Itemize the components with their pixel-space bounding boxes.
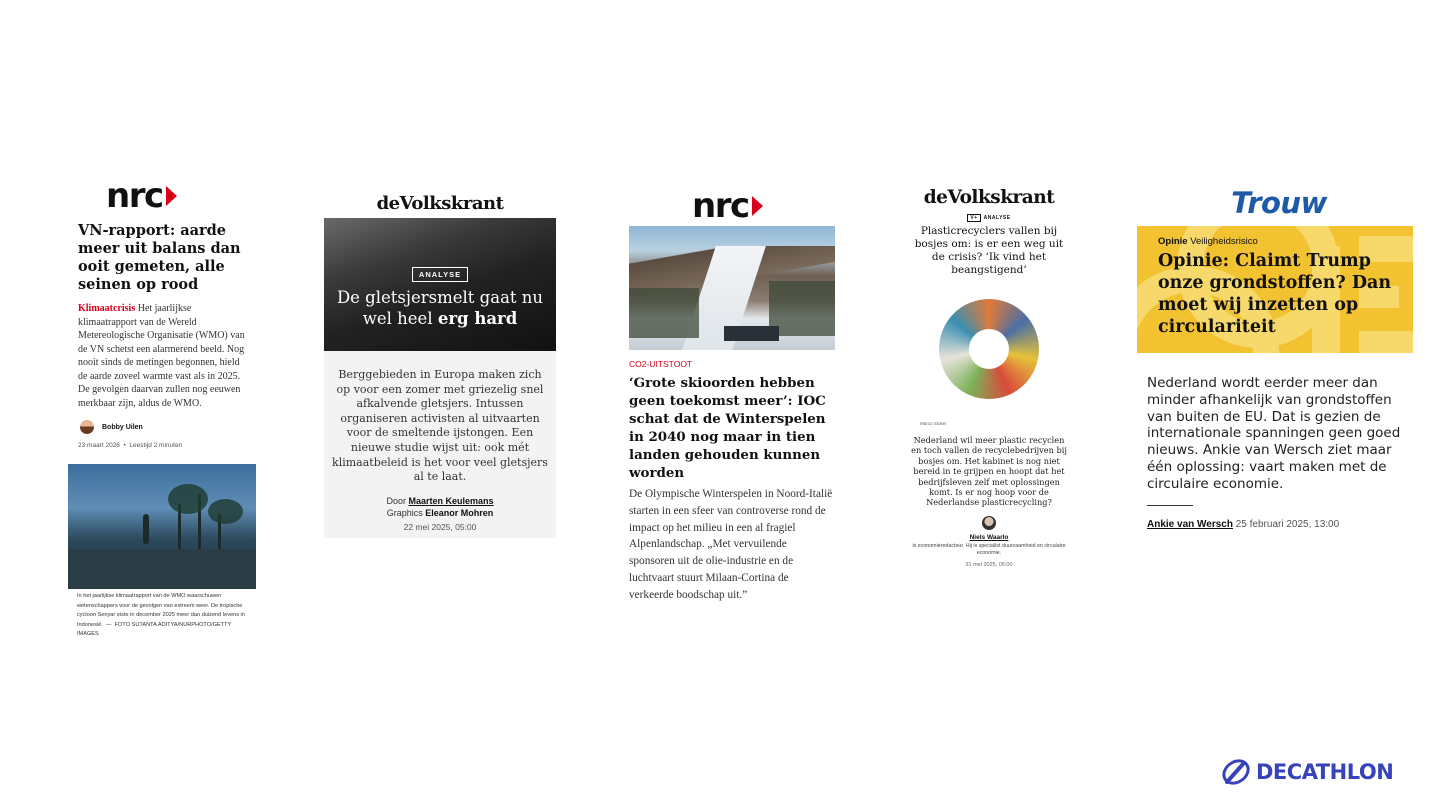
analyse-badge: ANALYSE — [412, 267, 468, 282]
article-headline[interactable]: Plasticrecyclers vallen bij bosjes om: is er een weg uit de crisis? ‘Ik vind het beangstigend’ — [914, 225, 1064, 276]
by-label: Door — [386, 495, 406, 506]
article-meta: 23 maart 2026 • Leestijd 2 minuten — [78, 442, 183, 449]
decathlon-swoosh-icon — [1221, 758, 1251, 786]
article-intro-text: Het jaarlijkse klimaatrapport van de Wereld Metereologische Organisatie (WMO) van de VN schetst een alarmerend beeld. Nog nooit sinds de metingen begonnen, hield de aarde zoveel warmte vast als in 2025. De gevolgen daarvan zullen nog eeuwen merkbaar zijn, aldus de WMO. — [78, 303, 245, 409]
trouw-logo: Trouw — [1231, 186, 1327, 220]
article-hero[interactable] — [1137, 226, 1413, 353]
volkskrant-logo: deVolkskrant — [324, 190, 556, 218]
article-date: 23 maart 2026 — [78, 442, 120, 449]
article-headline[interactable]: Opinie: Claimt Trump onze grondstoffen? Dan moet wij inzetten op circulariteit — [1158, 251, 1392, 337]
article-intro: Nederland wil meer plastic recyclen en toch vallen de recyclebedrijven bij bosjes om. Het kabinet is nog niet bereid in te grijpen en hoopt dat het bedrijfsleven zelf met oplossingen komt. Is er nog hoop voor de Nederlandse plasticrecycling? — [911, 435, 1067, 508]
image-credit: Marco Stoker — [920, 421, 947, 426]
nrc-logo: nrc — [106, 176, 177, 216]
author-link[interactable]: Maarten Keulemans — [408, 495, 494, 506]
graphics-label: Graphics — [386, 508, 423, 519]
avatar — [80, 420, 94, 434]
article-meta — [1147, 519, 1413, 530]
article-headline[interactable] — [324, 287, 556, 329]
author-name: Bobby Uilen — [102, 423, 143, 431]
article-intro: De Olympische Winterspelen in Noord-Italië starten in een sfeer van controverse rond de impact op het milieu in een al fragiel Alpenlandschap. „Met vervuilende sponsoren uit de olie-industrie en de luchtvaart stuurt Milaan-Cortina de verkeerde boodschap uit.” — [629, 488, 833, 601]
article-intro: Berggebieden in Europa maken zich op voor een zomer met griezelig snel afkalvende gletsjers. Intussen organiseren activisten al uitvaarten voor de smeltende ijstongen. Een nieuwe studie wijst uit: ook mét klimaatbeleid is het voor veel gletsjers al te laat. — [332, 368, 548, 484]
vplus-icon: V+ — [967, 214, 980, 222]
photo-credit: FOTO SUTANTA ADITYA/NURPHOTO/GETTY IMAGES — [77, 621, 232, 637]
article-intro: Nederland wordt eerder meer dan minder afhankelijk van grondstoffen van buiten de EU. Dat is gezien de internationale spanningen geen goed nieuws. Ankie van Wersch ziet maar één oplossing: vaart maken met de circulaire economie. — [1147, 375, 1401, 492]
article-headline[interactable]: ‘Grote skioorden hebben geen toekomst meer’: IOC schat dat de Winterspelen in 2040 nog maar in tien landen gehouden kunnen worden — [629, 375, 826, 481]
nrc-article-card-2[interactable] — [629, 186, 835, 604]
author-link[interactable]: Niels Waarlo — [969, 533, 1009, 541]
decathlon-logo — [1221, 758, 1393, 786]
article-kicker: CO2-UITSTOOT — [629, 359, 693, 369]
nrc-chevron-icon — [752, 196, 763, 216]
article-date: 22 mei 2025, 05:00 — [403, 521, 477, 532]
article-headline[interactable]: VN-rapport: aarde meer uit balans dan ooit gemeten, alle seinen op rood — [78, 222, 241, 293]
article-intro — [78, 302, 246, 410]
headline-bold: erg hard — [437, 309, 518, 328]
volkskrant-logo: deVolkskrant — [923, 187, 1055, 208]
analyse-badge: V+ ANALYSE — [911, 214, 1067, 222]
article-hero[interactable] — [324, 218, 556, 351]
nrc-chevron-icon — [166, 186, 177, 206]
topic-label: Veiligheidsrisico — [1190, 236, 1258, 247]
author-role: is economieredacteur. Hij is specialist duurzaamheid en circulaire economie. — [912, 542, 1066, 556]
article-photo — [629, 226, 835, 350]
article-date: 25 februari 2025, 13:00 — [1235, 518, 1340, 530]
nrc-article-card-1[interactable] — [68, 176, 268, 640]
section-tag — [1158, 236, 1258, 247]
avatar — [982, 516, 996, 530]
trouw-article-card[interactable] — [1137, 186, 1413, 530]
article-kicker: Klimaatcrisis — [78, 303, 136, 314]
divider — [1147, 505, 1193, 506]
volkskrant-article-card-1[interactable] — [324, 190, 556, 538]
author-link[interactable]: Ankie van Wersch — [1147, 518, 1233, 530]
read-time: Leestijd 2 minuten — [129, 442, 183, 449]
photo-caption: In het jaarlijkse klimaatrapport van de WMO waarschuwen wetenschappers voor de gevolgen van extreem weer. De tropische cycloon Senyar eiste in december 2025 meer dan duizend levens in Indonesië. — FOTO SUTANTA ADITYA/NURPHOTO/GETTY IMAGES — [77, 593, 245, 637]
volkskrant-article-card-2[interactable] — [911, 186, 1067, 568]
section-label: Opinie — [1158, 236, 1188, 247]
plastic-ring-image — [939, 299, 1039, 399]
article-author — [80, 420, 268, 434]
decathlon-wordmark: DECATHLON — [1256, 760, 1394, 784]
article-credits — [324, 495, 556, 520]
headline-light: De gletsjersmelt gaat nu wel heel — [336, 288, 544, 328]
graphics-author: Eleanor Mohren — [425, 508, 494, 519]
article-photo — [68, 464, 256, 589]
nrc-logo: nrc — [692, 186, 763, 226]
article-date: 31 mei 2025, 05:00 — [965, 561, 1013, 568]
